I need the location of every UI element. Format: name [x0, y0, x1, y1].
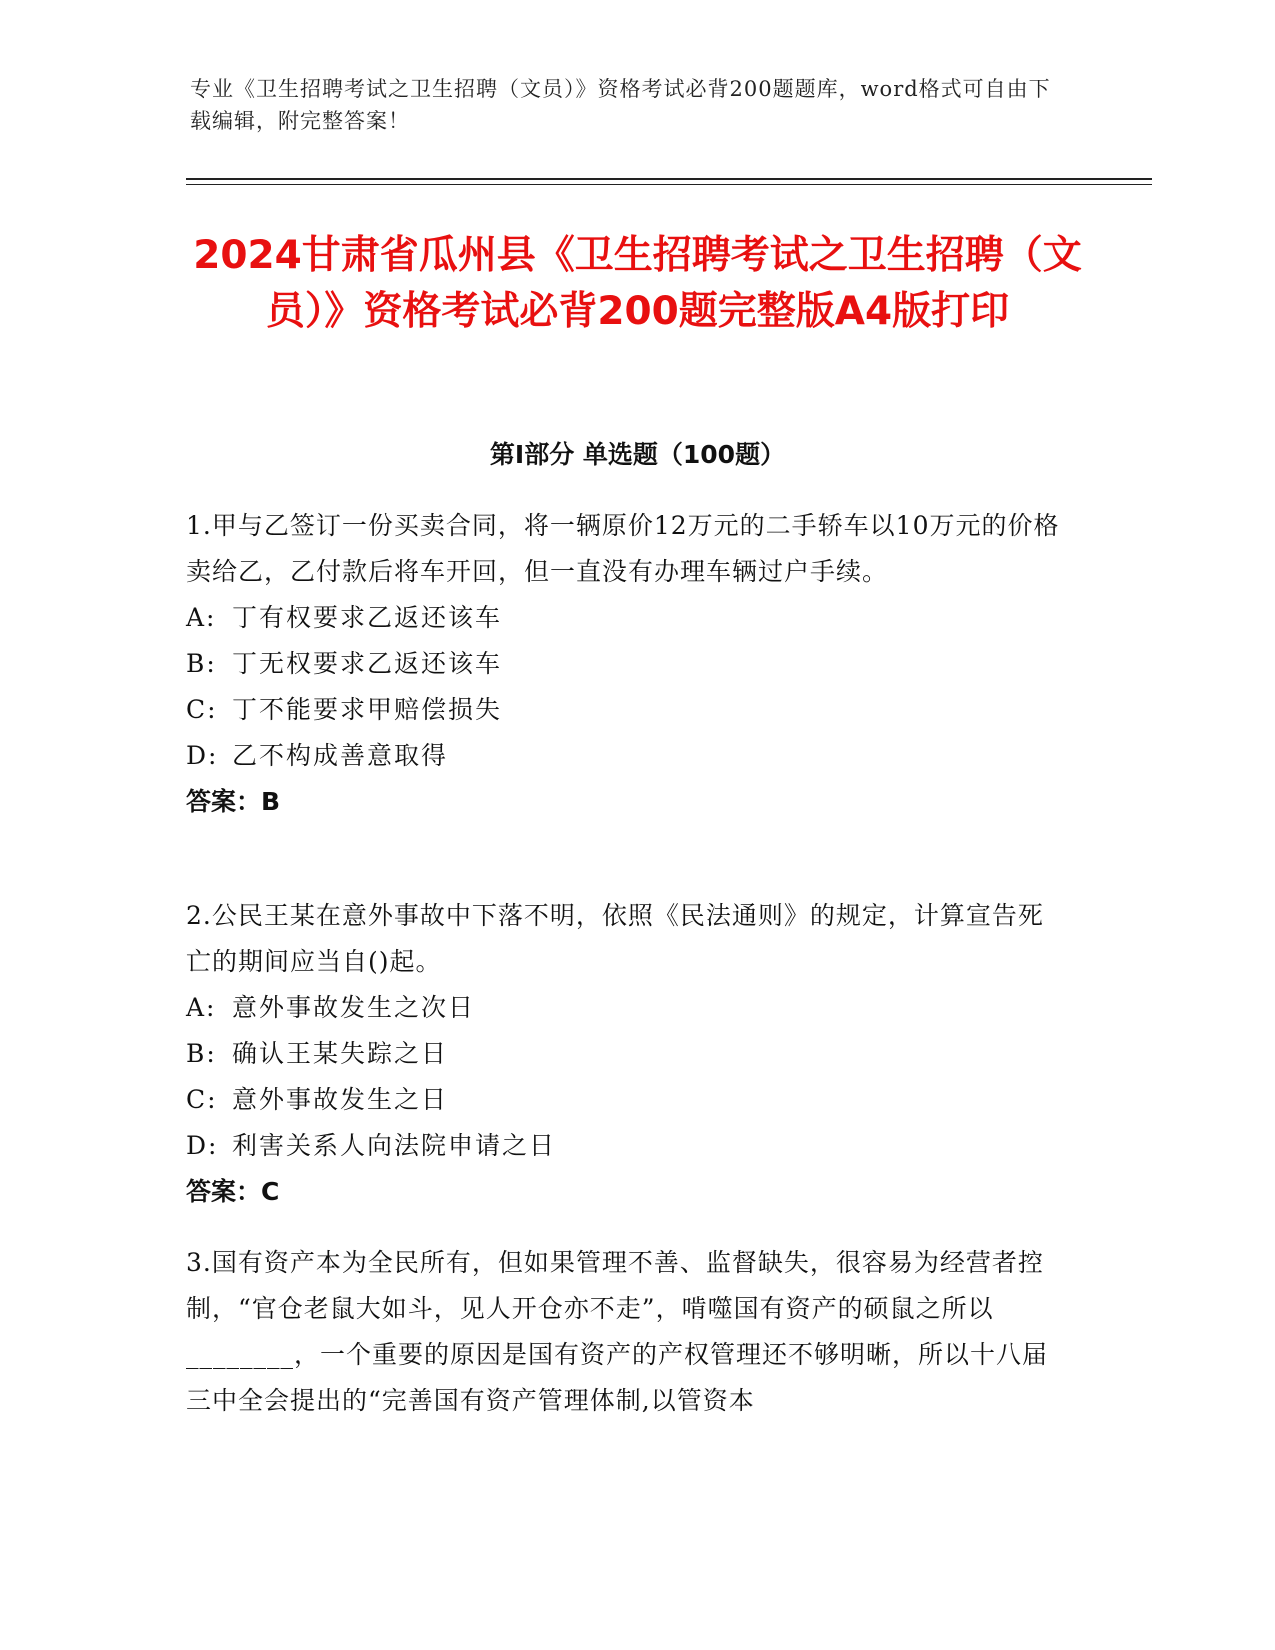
answer-label: 答案：B	[186, 787, 281, 816]
option-letter: D:	[186, 741, 219, 770]
option-letter: D:	[186, 1131, 219, 1160]
option-letter: B:	[186, 649, 217, 678]
option-text: 丁不能要求甲赔偿损失	[232, 695, 503, 724]
header-divider-thin	[186, 184, 1152, 185]
option-text: 丁无权要求乙返还该车	[232, 649, 503, 678]
option-text: 利害关系人向法院申请之日	[232, 1131, 557, 1160]
option-text: 确认王某失踪之日	[232, 1039, 449, 1068]
option-letter: A:	[186, 993, 217, 1022]
option-letter: C:	[186, 695, 218, 724]
section-title: 第I部分 单选题（100题）	[489, 440, 786, 469]
question-stem: 2.公民王某在意外事故中下落不明，依照《民法通则》的规定，计算宣告死亡的期间应当自()起。	[186, 901, 1044, 976]
option-b	[186, 641, 1066, 687]
question-stem: 1.甲与乙签订一份买卖合同，将一辆原价12万元的二手轿车以10万元的价格卖给乙，乙付款后将车开回，但一直没有办理车辆过户手续。	[186, 511, 1060, 586]
header-note: 专业《卫生招聘考试之卫生招聘（文员）》资格考试必背200题题库，word格式可自由下载编辑，附完整答案！	[190, 77, 1051, 133]
option-c	[186, 687, 1066, 733]
option-text: 乙不构成善意取得	[232, 741, 449, 770]
option-letter: B:	[186, 1039, 217, 1068]
option-letter: A:	[186, 603, 217, 632]
option-b	[186, 1031, 1066, 1077]
option-a	[186, 985, 1066, 1031]
option-c	[186, 1077, 1066, 1123]
option-text: 意外事故发生之日	[232, 1085, 449, 1114]
question-stem: 3.国有资产本为全民所有，但如果管理不善、监督缺失，很容易为经营者控制，“官仓老鼠大如斗，见人开仓亦不走”，啃噬国有资产的硕鼠之所以________，一个重要的原因是国有资产的产权管理还不够明晰，所以十八届三中全会提出的“完善国有资产管理体制,以管资本	[186, 1248, 1049, 1415]
answer-label: 答案：C	[186, 1177, 280, 1206]
option-letter: C:	[186, 1085, 218, 1114]
question-2	[186, 893, 1066, 1215]
option-text: 意外事故发生之次日	[232, 993, 476, 1022]
question-1	[186, 503, 1066, 825]
option-d	[186, 733, 1066, 779]
header-divider	[186, 178, 1152, 180]
option-text: 丁有权要求乙返还该车	[232, 603, 503, 632]
document-title: 2024甘肃省瓜州县《卫生招聘考试之卫生招聘（文员）》资格考试必背200题完整版A4版打印	[193, 233, 1082, 334]
question-3	[186, 1240, 1066, 1424]
option-d	[186, 1123, 1066, 1169]
option-a	[186, 595, 1066, 641]
